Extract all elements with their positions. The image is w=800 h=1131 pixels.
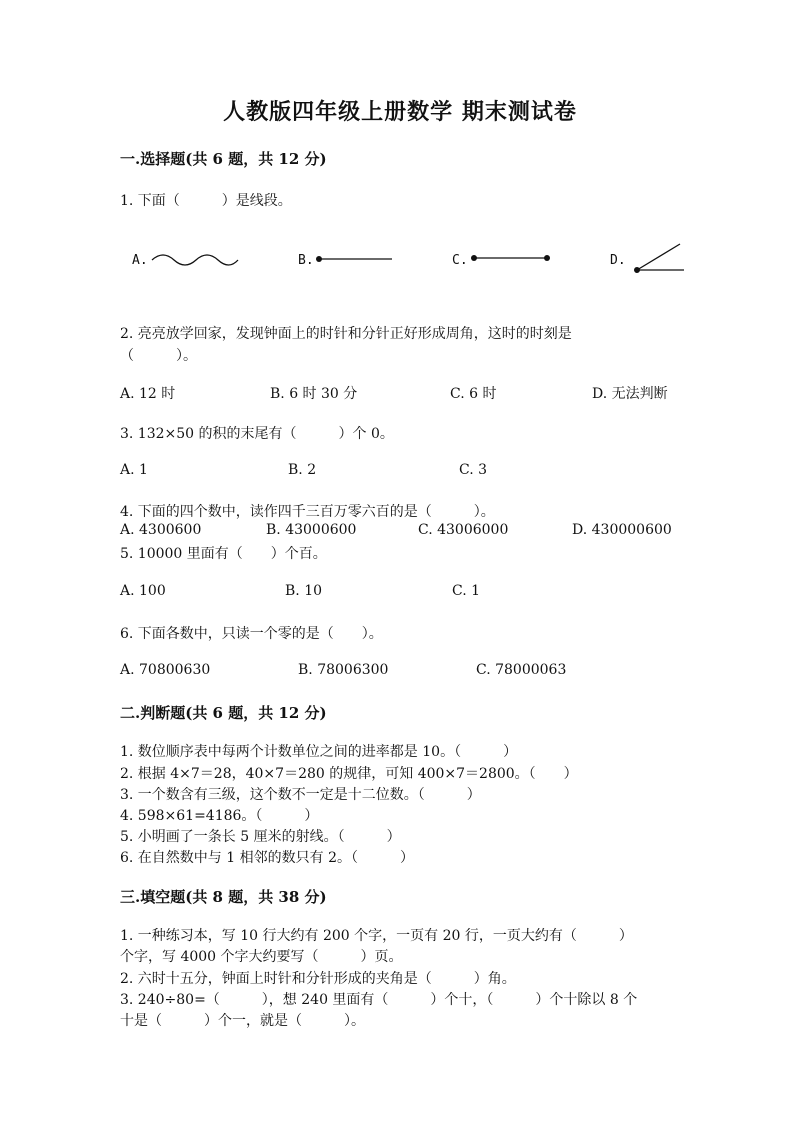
q5-option-b: B. 10 [285, 583, 323, 599]
fill-item-line: 十是（ ）个一，就是（ ）。 [120, 1013, 365, 1029]
q2-option-b: B. 6 时 30 分 [270, 386, 358, 402]
q1-option-a-label: A. [132, 253, 148, 268]
question-2-stem-line2: （ ）。 [120, 348, 197, 364]
q4-option-a: A. 4300600 [120, 522, 202, 538]
judge-item: 1. 数位顺序表中每两个计数单位之间的进率都是 10。（ ） [120, 744, 518, 760]
q6-option-c: C. 78000063 [476, 662, 567, 678]
judge-item: 4. 598×61=4186。（ ） [120, 808, 319, 824]
q1-option-b-label: B. [298, 253, 314, 268]
q2-option-a: A. 12 时 [120, 386, 176, 402]
section-heading-fill: 三.填空题(共 8 题，共 38 分) [120, 888, 327, 906]
q3-option-b: B. 2 [288, 462, 317, 478]
q4-option-c: C. 43006000 [418, 522, 509, 538]
judge-item: 3. 一个数含有三级，这个数不一定是十二位数。（ ） [120, 787, 481, 803]
section-heading-choice: 一.选择题(共 6 题，共 12 分) [120, 150, 327, 168]
question-5-stem: 5. 10000 里面有（ ）个百。 [120, 546, 327, 562]
q5-option-a: A. 100 [120, 583, 166, 599]
question-2-stem-line1: 2. 亮亮放学回家，发现钟面上的时针和分针正好形成周角，这时的时刻是 [120, 326, 572, 342]
judge-item: 2. 根据 4×7＝28，40×7＝280 的规律，可知 400×7＝2800。（ ） [120, 766, 578, 782]
judge-item: 6. 在自然数中与 1 相邻的数只有 2。（ ） [120, 850, 414, 866]
q4-option-b: B. 43000600 [266, 522, 357, 538]
q4-option-d: D. 430000600 [572, 522, 672, 538]
q6-option-a: A. 70800630 [120, 662, 211, 678]
q3-option-a: A. 1 [120, 462, 148, 478]
question-3-stem: 3. 132×50 的积的末尾有（ ）个 0。 [120, 426, 394, 442]
question-1-stem: 1. 下面（ ）是线段。 [120, 193, 292, 209]
section-heading-judge: 二.判断题(共 6 题，共 12 分) [120, 704, 327, 722]
q2-option-d: D. 无法判断 [592, 386, 668, 402]
q1-option-c-label: C. [452, 253, 468, 268]
segment-figure [468, 251, 554, 267]
q3-option-c: C. 3 [459, 462, 488, 478]
angle-figure [628, 240, 688, 276]
wavy-line-figure [150, 250, 240, 270]
q6-option-b: B. 78006300 [298, 662, 389, 678]
question-6-stem: 6. 下面各数中，只读一个零的是（ ）。 [120, 626, 383, 642]
fill-item-line: 个字，写 4000 个字大约要写（ ）页。 [120, 949, 403, 965]
page-title: 人教版四年级上册数学 期末测试卷 [223, 99, 577, 125]
question-4-stem: 4. 下面的四个数中，读作四千三百万零六百的是（ ）。 [120, 504, 495, 520]
fill-item-line: 1. 一种练习本，写 10 行大约有 200 个字，一页有 20 行，一页大约有（ ） [120, 928, 633, 944]
fill-item-line: 3. 240÷80=（ ），想 240 里面有（ ）个十，（ ）个十除以 8 个 [120, 992, 638, 1008]
q2-option-c: C. 6 时 [450, 386, 497, 402]
ray-figure [312, 252, 394, 268]
q5-option-c: C. 1 [452, 583, 481, 599]
fill-item-line: 2. 六时十五分，钟面上时针和分针形成的夹角是（ ）角。 [120, 971, 516, 987]
q1-option-d-label: D. [610, 253, 626, 268]
judge-item: 5. 小明画了一条长 5 厘米的射线。（ ） [120, 829, 401, 845]
